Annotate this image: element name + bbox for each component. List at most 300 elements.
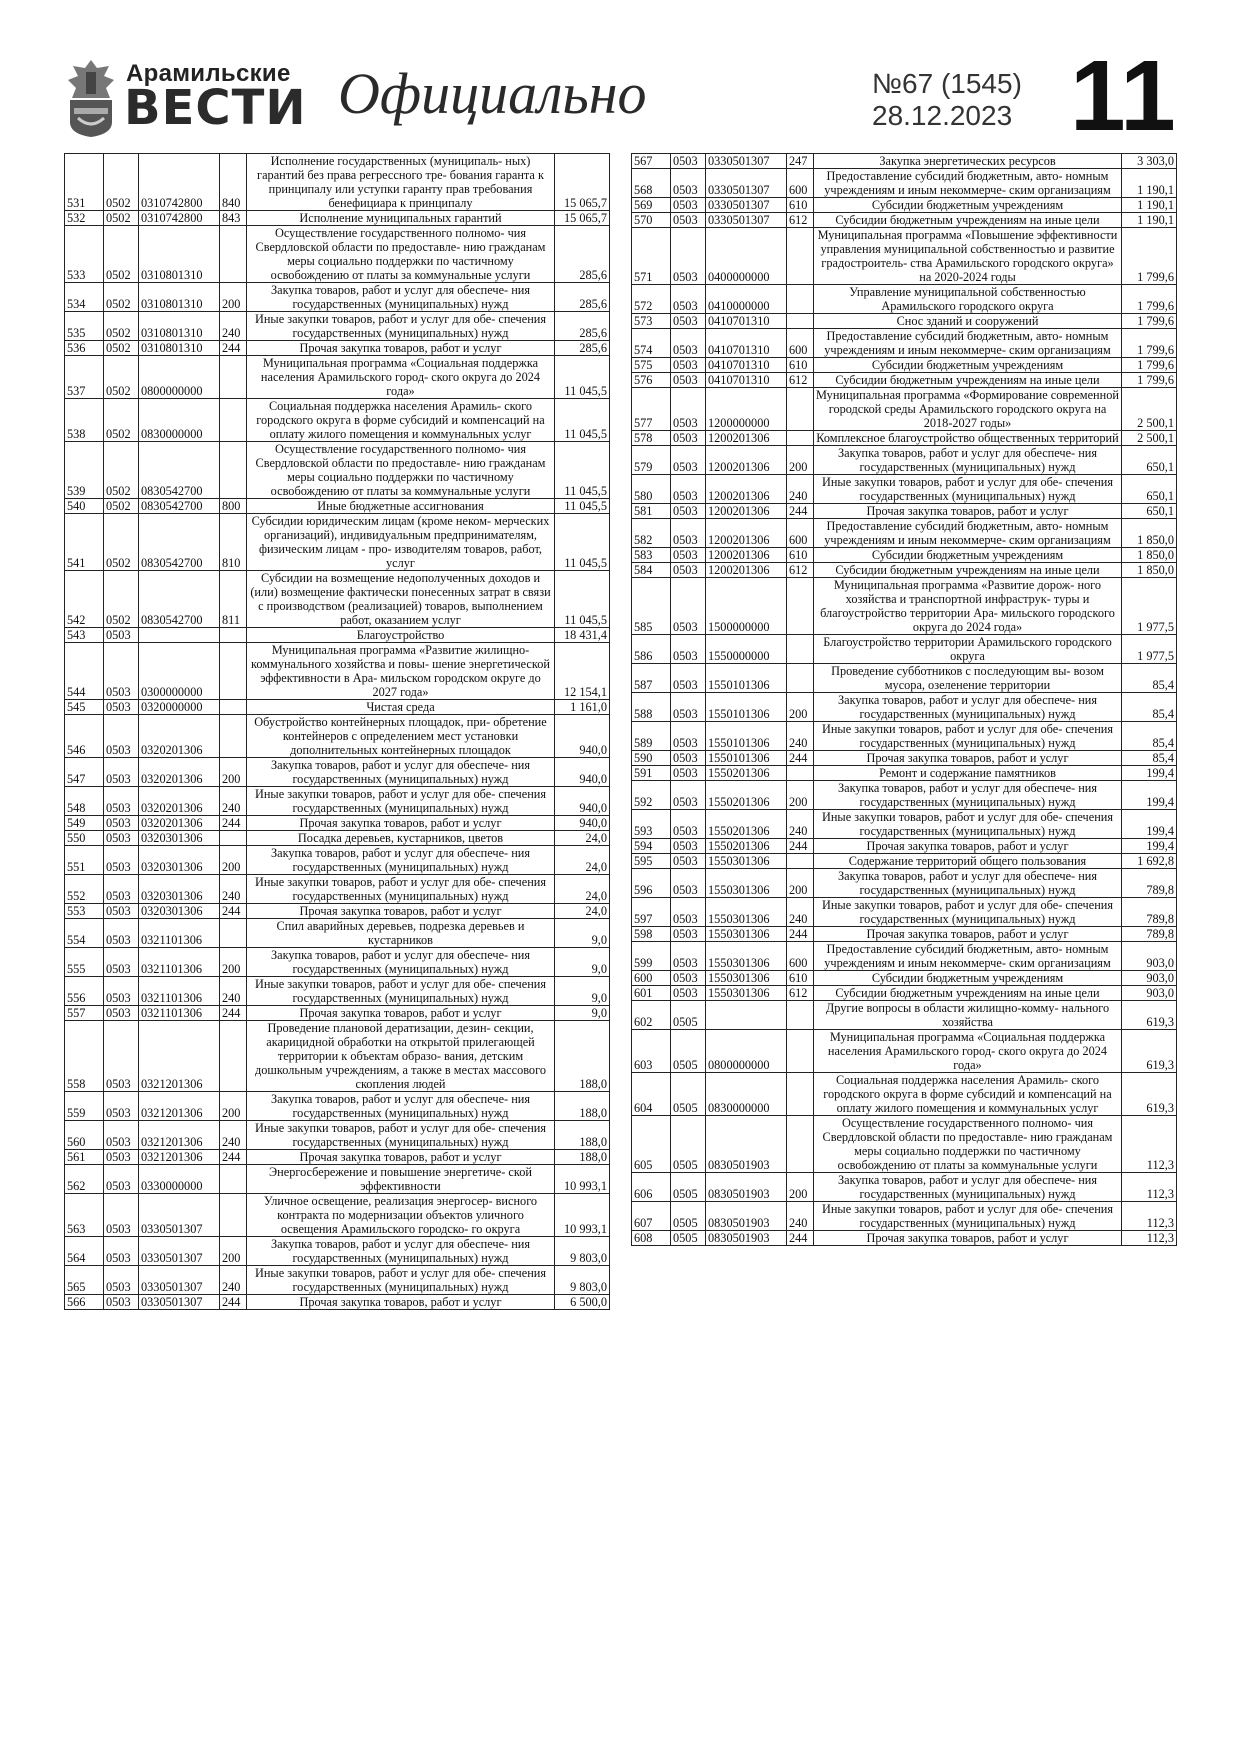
amount: 9,0 xyxy=(555,948,610,977)
row-description: Иные закупки товаров, работ и услуг для обе- спечения государственных (муниципальных) нужд xyxy=(814,810,1122,839)
expense-type-code xyxy=(220,831,247,846)
amount: 15 065,7 xyxy=(555,154,610,211)
target-article-code: 1200201306 xyxy=(706,475,787,504)
row-description: Осуществление государственного полномо- чия Свердловской области по предоставле- нию гражданам меры социально поддержки по частичному освобождению от платы за коммунальные услуги xyxy=(247,226,555,283)
expense-type-code xyxy=(787,635,814,664)
amount: 9 803,0 xyxy=(555,1237,610,1266)
table-row xyxy=(65,628,610,643)
amount: 903,0 xyxy=(1122,942,1177,971)
target-article-code: 0400000000 xyxy=(706,228,787,285)
table-row xyxy=(632,548,1177,563)
table-row xyxy=(65,875,610,904)
row-number: 544 xyxy=(65,643,104,700)
section-code: 0503 xyxy=(671,154,706,169)
expense-type-code xyxy=(787,285,814,314)
row-description: Иные закупки товаров, работ и услуг для обе- спечения государственных (муниципальных) нужд xyxy=(247,787,555,816)
target-article-code: 1200201306 xyxy=(706,563,787,578)
row-description: Предоставление субсидий бюджетным, авто- номным учреждениям и иным некоммерче- ским организациям xyxy=(814,519,1122,548)
expense-type-code: 240 xyxy=(220,312,247,341)
row-number: 608 xyxy=(632,1231,671,1246)
expense-type-code: 244 xyxy=(220,1150,247,1165)
expense-type-code: 240 xyxy=(787,475,814,504)
amount: 2 500,1 xyxy=(1122,388,1177,431)
table-row xyxy=(632,1073,1177,1116)
row-description: Прочая закупка товаров, работ и услуг xyxy=(247,816,555,831)
section-code: 0503 xyxy=(671,854,706,869)
section-code: 0505 xyxy=(671,1073,706,1116)
table-row xyxy=(632,942,1177,971)
row-description: Осуществление государственного полномо- чия Свердловской области по предоставле- нию гражданам меры социально поддержки по частичному освобождению от платы за коммунальные услуги xyxy=(247,442,555,499)
row-description: Энергосбережение и повышение энергетиче- ской эффективности xyxy=(247,1165,555,1194)
table-row xyxy=(65,846,610,875)
amount: 24,0 xyxy=(555,846,610,875)
target-article-code: 1550201306 xyxy=(706,810,787,839)
row-description: Прочая закупка товаров, работ и услуг xyxy=(814,839,1122,854)
expense-type-code: 244 xyxy=(787,927,814,942)
expense-type-code: 610 xyxy=(787,971,814,986)
amount: 24,0 xyxy=(555,875,610,904)
amount: 188,0 xyxy=(555,1121,610,1150)
table-row xyxy=(65,1266,610,1295)
row-number: 598 xyxy=(632,927,671,942)
row-number: 595 xyxy=(632,854,671,869)
table-row xyxy=(65,948,610,977)
target-article-code: 0330501307 xyxy=(706,213,787,228)
target-article-code: 1550000000 xyxy=(706,635,787,664)
table-row xyxy=(65,399,610,442)
amount: 789,8 xyxy=(1122,869,1177,898)
row-number: 542 xyxy=(65,571,104,628)
target-article-code: 0320201306 xyxy=(139,758,220,787)
amount: 285,6 xyxy=(555,341,610,356)
expense-type-code xyxy=(787,1030,814,1073)
amount: 1 799,6 xyxy=(1122,314,1177,329)
row-number: 602 xyxy=(632,1001,671,1030)
table-row xyxy=(65,1194,610,1237)
section-code: 0503 xyxy=(671,548,706,563)
section-code: 0503 xyxy=(104,700,139,715)
expense-type-code: 244 xyxy=(220,1295,247,1310)
table-row xyxy=(632,635,1177,664)
table-row xyxy=(632,1001,1177,1030)
table-row xyxy=(65,356,610,399)
amount: 1 850,0 xyxy=(1122,563,1177,578)
expense-type-code: 600 xyxy=(787,169,814,198)
row-number: 596 xyxy=(632,869,671,898)
amount: 903,0 xyxy=(1122,971,1177,986)
table-row xyxy=(65,571,610,628)
expense-type-code xyxy=(220,226,247,283)
target-article-code: 0330501307 xyxy=(706,198,787,213)
row-description: Иные закупки товаров, работ и услуг для обе- спечения государственных (муниципальных) нужд xyxy=(814,898,1122,927)
expense-type-code: 240 xyxy=(787,810,814,839)
target-article-code xyxy=(139,628,220,643)
expense-type-code xyxy=(787,854,814,869)
row-number: 600 xyxy=(632,971,671,986)
target-article-code: 1200201306 xyxy=(706,548,787,563)
table-row xyxy=(632,1202,1177,1231)
section-code: 0503 xyxy=(104,816,139,831)
section-code: 0503 xyxy=(671,693,706,722)
row-description: Осуществление государственного полномо- чия Свердловской области по предоставле- нию гражданам меры социально поддержки по частичному освобождению от платы за коммунальные услуги xyxy=(814,1116,1122,1173)
row-description: Посадка деревьев, кустарников, цветов xyxy=(247,831,555,846)
expense-type-code: 240 xyxy=(787,898,814,927)
row-number: 549 xyxy=(65,816,104,831)
table-row xyxy=(65,1121,610,1150)
target-article-code: 0830501903 xyxy=(706,1202,787,1231)
amount: 1 799,6 xyxy=(1122,373,1177,388)
amount: 11 045,5 xyxy=(555,571,610,628)
target-article-code xyxy=(706,1001,787,1030)
section-code: 0502 xyxy=(104,442,139,499)
table-row xyxy=(65,1295,610,1310)
amount: 112,3 xyxy=(1122,1202,1177,1231)
row-description: Закупка товаров, работ и услуг для обеспече- ния государственных (муниципальных) нужд xyxy=(814,869,1122,898)
row-number: 536 xyxy=(65,341,104,356)
table-row xyxy=(632,373,1177,388)
expense-type-code: 610 xyxy=(787,198,814,213)
table-row xyxy=(65,904,610,919)
target-article-code: 1550301306 xyxy=(706,927,787,942)
table-row xyxy=(632,285,1177,314)
row-number: 556 xyxy=(65,977,104,1006)
target-article-code: 0320000000 xyxy=(139,700,220,715)
row-number: 606 xyxy=(632,1173,671,1202)
amount: 11 045,5 xyxy=(555,399,610,442)
amount: 10 993,1 xyxy=(555,1165,610,1194)
expense-type-code: 244 xyxy=(220,1006,247,1021)
target-article-code: 0830501903 xyxy=(706,1116,787,1173)
row-description: Закупка товаров, работ и услуг для обеспече- ния государственных (муниципальных) нужд xyxy=(247,948,555,977)
target-article-code: 0320301306 xyxy=(139,875,220,904)
row-number: 547 xyxy=(65,758,104,787)
row-number: 591 xyxy=(632,766,671,781)
expense-type-code xyxy=(787,766,814,781)
section-code: 0503 xyxy=(104,846,139,875)
expense-type-code: 612 xyxy=(787,213,814,228)
row-description: Субсидии бюджетным учреждениям xyxy=(814,358,1122,373)
row-description: Управление муниципальной собственностью Арамильского городского округа xyxy=(814,285,1122,314)
row-number: 590 xyxy=(632,751,671,766)
table-row xyxy=(65,977,610,1006)
target-article-code: 0310801310 xyxy=(139,312,220,341)
row-number: 564 xyxy=(65,1237,104,1266)
row-number: 593 xyxy=(632,810,671,839)
expense-type-code: 244 xyxy=(787,839,814,854)
expense-type-code xyxy=(220,356,247,399)
row-number: 545 xyxy=(65,700,104,715)
target-article-code: 1550301306 xyxy=(706,942,787,971)
amount: 1 799,6 xyxy=(1122,285,1177,314)
table-row xyxy=(632,1116,1177,1173)
expense-type-code: 200 xyxy=(220,846,247,875)
amount: 285,6 xyxy=(555,312,610,341)
row-number: 570 xyxy=(632,213,671,228)
section-code: 0505 xyxy=(671,1202,706,1231)
expense-type-code xyxy=(220,1194,247,1237)
amount: 9,0 xyxy=(555,919,610,948)
row-description: Субсидии бюджетным учреждениям на иные цели xyxy=(814,986,1122,1001)
row-number: 560 xyxy=(65,1121,104,1150)
newspaper-logo xyxy=(64,58,307,138)
target-article-code: 0320201306 xyxy=(139,816,220,831)
row-description: Прочая закупка товаров, работ и услуг xyxy=(814,751,1122,766)
target-article-code: 1200201306 xyxy=(706,431,787,446)
table-row xyxy=(632,766,1177,781)
section-code: 0503 xyxy=(671,810,706,839)
table-row xyxy=(632,722,1177,751)
amount: 1 799,6 xyxy=(1122,329,1177,358)
expense-type-code: 240 xyxy=(220,787,247,816)
masthead xyxy=(0,0,1241,150)
expense-type-code: 610 xyxy=(787,358,814,373)
table-row xyxy=(65,442,610,499)
section-code: 0503 xyxy=(104,1150,139,1165)
amount: 903,0 xyxy=(1122,986,1177,1001)
expense-type-code xyxy=(220,442,247,499)
expense-type-code xyxy=(220,715,247,758)
row-description: Муниципальная программа «Социальная поддержка населения Арамильского город- ского округа до 2024 года» xyxy=(247,356,555,399)
expense-type-code: 244 xyxy=(787,1231,814,1246)
amount: 650,1 xyxy=(1122,504,1177,519)
amount: 1 161,0 xyxy=(555,700,610,715)
table-row xyxy=(632,154,1177,169)
table-row xyxy=(632,927,1177,942)
section-code: 0503 xyxy=(671,388,706,431)
section-code: 0503 xyxy=(671,986,706,1001)
expense-type-code: 600 xyxy=(787,329,814,358)
section-code: 0503 xyxy=(104,1021,139,1092)
row-number: 540 xyxy=(65,499,104,514)
row-number: 597 xyxy=(632,898,671,927)
row-description: Иные закупки товаров, работ и услуг для обе- спечения государственных (муниципальных) нужд xyxy=(247,1121,555,1150)
expense-type-code xyxy=(787,1073,814,1116)
target-article-code: 1550301306 xyxy=(706,971,787,986)
amount: 11 045,5 xyxy=(555,356,610,399)
row-number: 535 xyxy=(65,312,104,341)
target-article-code: 1550201306 xyxy=(706,781,787,810)
expense-type-code: 840 xyxy=(220,154,247,211)
table-row xyxy=(65,514,610,571)
row-description: Иные закупки товаров, работ и услуг для обе- спечения государственных (муниципальных) нужд xyxy=(814,1202,1122,1231)
section-code: 0502 xyxy=(104,499,139,514)
row-number: 561 xyxy=(65,1150,104,1165)
section-code: 0503 xyxy=(104,1165,139,1194)
budget-table-left xyxy=(64,153,610,1310)
row-number: 557 xyxy=(65,1006,104,1021)
expense-type-code: 240 xyxy=(787,1202,814,1231)
table-row xyxy=(632,446,1177,475)
table-row xyxy=(632,314,1177,329)
row-description: Иные закупки товаров, работ и услуг для обе- спечения государственных (муниципальных) нужд xyxy=(247,977,555,1006)
row-number: 575 xyxy=(632,358,671,373)
section-code: 0502 xyxy=(104,341,139,356)
section-code: 0503 xyxy=(671,169,706,198)
section-code: 0503 xyxy=(671,766,706,781)
section-code: 0503 xyxy=(104,1006,139,1021)
table-row xyxy=(632,519,1177,548)
target-article-code: 0320201306 xyxy=(139,787,220,816)
row-description: Предоставление субсидий бюджетным, авто- номным учреждениям и иным некоммерче- ским организациям xyxy=(814,329,1122,358)
expense-type-code xyxy=(220,643,247,700)
expense-type-code: 612 xyxy=(787,563,814,578)
row-number: 599 xyxy=(632,942,671,971)
row-description: Субсидии бюджетным учреждениям на иные цели xyxy=(814,563,1122,578)
target-article-code: 0410701310 xyxy=(706,358,787,373)
amount: 85,4 xyxy=(1122,722,1177,751)
row-number: 605 xyxy=(632,1116,671,1173)
table-row xyxy=(632,213,1177,228)
expense-type-code xyxy=(787,388,814,431)
section-code: 0502 xyxy=(104,514,139,571)
amount: 24,0 xyxy=(555,904,610,919)
section-code: 0503 xyxy=(671,664,706,693)
row-number: 581 xyxy=(632,504,671,519)
expense-type-code: 240 xyxy=(220,977,247,1006)
row-number: 603 xyxy=(632,1030,671,1073)
target-article-code: 1200000000 xyxy=(706,388,787,431)
amount: 85,4 xyxy=(1122,751,1177,766)
issue-info xyxy=(872,68,1022,132)
table-row xyxy=(65,312,610,341)
table-row xyxy=(65,919,610,948)
target-article-code: 0410701310 xyxy=(706,373,787,388)
amount: 3 303,0 xyxy=(1122,154,1177,169)
row-description: Прочая закупка товаров, работ и услуг xyxy=(247,904,555,919)
row-description: Иные закупки товаров, работ и услуг для обе- спечения государственных (муниципальных) нужд xyxy=(814,475,1122,504)
section-code: 0503 xyxy=(671,373,706,388)
table-row xyxy=(65,1237,610,1266)
table-row xyxy=(632,751,1177,766)
page-number: 11 xyxy=(1070,40,1176,152)
row-description: Субсидии юридическим лицам (кроме неком- мерческих организаций), индивидуальным предпринимателям, физическим лицам - про- изводителям товаров, работ, услуг xyxy=(247,514,555,571)
amount: 285,6 xyxy=(555,226,610,283)
target-article-code: 1200201306 xyxy=(706,446,787,475)
section-code: 0503 xyxy=(104,1092,139,1121)
amount: 1 692,8 xyxy=(1122,854,1177,869)
section-code: 0502 xyxy=(104,211,139,226)
row-description: Проведение плановой дератизации, дезин- секции, акарицидной обработки на открытой прилегающей территории к объектам образо- вания, детским дошкольным учреждениям, а также в местах массового скопления людей xyxy=(247,1021,555,1092)
row-number: 548 xyxy=(65,787,104,816)
expense-type-code: 244 xyxy=(220,816,247,831)
row-number: 584 xyxy=(632,563,671,578)
table-row xyxy=(632,431,1177,446)
target-article-code: 0310742800 xyxy=(139,154,220,211)
table-row xyxy=(65,643,610,700)
amount: 1 190,1 xyxy=(1122,198,1177,213)
row-description: Муниципальная программа «Социальная поддержка населения Арамильского город- ского округа до 2024 года» xyxy=(814,1030,1122,1073)
amount: 9,0 xyxy=(555,1006,610,1021)
table-row xyxy=(65,341,610,356)
table-row xyxy=(65,1021,610,1092)
budget-table-right xyxy=(631,153,1177,1246)
target-article-code: 1550201306 xyxy=(706,766,787,781)
row-description: Иные закупки товаров, работ и услуг для обе- спечения государственных (муниципальных) нужд xyxy=(247,1266,555,1295)
row-description: Закупка товаров, работ и услуг для обеспече- ния государственных (муниципальных) нужд xyxy=(247,283,555,312)
table-row xyxy=(65,211,610,226)
target-article-code: 0330501307 xyxy=(139,1237,220,1266)
amount: 650,1 xyxy=(1122,446,1177,475)
target-article-code: 0410701310 xyxy=(706,329,787,358)
amount: 199,4 xyxy=(1122,839,1177,854)
section-code: 0503 xyxy=(671,751,706,766)
target-article-code: 1550101306 xyxy=(706,751,787,766)
table-row xyxy=(632,1173,1177,1202)
section-code: 0503 xyxy=(671,722,706,751)
target-article-code: 1550101306 xyxy=(706,664,787,693)
section-code: 0502 xyxy=(104,312,139,341)
section-code: 0502 xyxy=(104,226,139,283)
section-code: 0503 xyxy=(671,563,706,578)
table-row xyxy=(632,693,1177,722)
amount: 11 045,5 xyxy=(555,514,610,571)
amount: 11 045,5 xyxy=(555,442,610,499)
target-article-code: 0321201306 xyxy=(139,1121,220,1150)
row-description: Субсидии бюджетным учреждениям на иные цели xyxy=(814,213,1122,228)
section-code: 0503 xyxy=(104,758,139,787)
row-number: 574 xyxy=(632,329,671,358)
amount: 2 500,1 xyxy=(1122,431,1177,446)
row-description: Прочая закупка товаров, работ и услуг xyxy=(814,1231,1122,1246)
row-description: Чистая среда xyxy=(247,700,555,715)
expense-type-code: 200 xyxy=(787,781,814,810)
row-description: Муниципальная программа «Развитие жилищно-коммунального хозяйства и повы- шение энергетической эффективности в Ара- мильском городском округе до 2027 года» xyxy=(247,643,555,700)
expense-type-code: 600 xyxy=(787,519,814,548)
expense-type-code: 610 xyxy=(787,548,814,563)
expense-type-code: 240 xyxy=(220,1121,247,1150)
target-article-code: 0320301306 xyxy=(139,904,220,919)
table-row xyxy=(632,358,1177,373)
expense-type-code: 200 xyxy=(220,758,247,787)
row-description: Муниципальная программа «Развитие дорож- ного хозяйства и транспортной инфраструк- туры и благоустройство территории Ара- мильского городского округа до 2024 года» xyxy=(814,578,1122,635)
row-number: 582 xyxy=(632,519,671,548)
table-row xyxy=(65,1006,610,1021)
amount: 619,3 xyxy=(1122,1030,1177,1073)
expense-type-code: 240 xyxy=(787,722,814,751)
table-row xyxy=(632,810,1177,839)
row-number: 569 xyxy=(632,198,671,213)
section-code: 0502 xyxy=(104,571,139,628)
table-row xyxy=(632,1030,1177,1073)
table-row xyxy=(65,1150,610,1165)
row-number: 604 xyxy=(632,1073,671,1116)
expense-type-code xyxy=(220,628,247,643)
amount: 940,0 xyxy=(555,758,610,787)
amount: 789,8 xyxy=(1122,927,1177,942)
section-code: 0503 xyxy=(104,1194,139,1237)
section-code: 0505 xyxy=(671,1116,706,1173)
section-code: 0503 xyxy=(671,781,706,810)
target-article-code: 0830501903 xyxy=(706,1173,787,1202)
amount: 9 803,0 xyxy=(555,1266,610,1295)
expense-type-code xyxy=(787,1116,814,1173)
table-row xyxy=(632,475,1177,504)
row-description: Благоустройство xyxy=(247,628,555,643)
expense-type-code: 800 xyxy=(220,499,247,514)
row-description: Обустройство контейнерных площадок, при- обретение контейнеров с определением мест установки дополнительных контейнерных площадок xyxy=(247,715,555,758)
city-emblem-icon xyxy=(64,58,118,138)
section-code: 0503 xyxy=(104,715,139,758)
target-article-code: 0330501307 xyxy=(139,1266,220,1295)
target-article-code: 1550301306 xyxy=(706,986,787,1001)
row-description: Закупка товаров, работ и услуг для обеспече- ния государственных (муниципальных) нужд xyxy=(814,693,1122,722)
expense-type-code: 244 xyxy=(787,504,814,519)
row-number: 558 xyxy=(65,1021,104,1092)
amount: 650,1 xyxy=(1122,475,1177,504)
table-row xyxy=(632,781,1177,810)
row-number: 579 xyxy=(632,446,671,475)
row-description: Закупка товаров, работ и услуг для обеспече- ния государственных (муниципальных) нужд xyxy=(247,846,555,875)
